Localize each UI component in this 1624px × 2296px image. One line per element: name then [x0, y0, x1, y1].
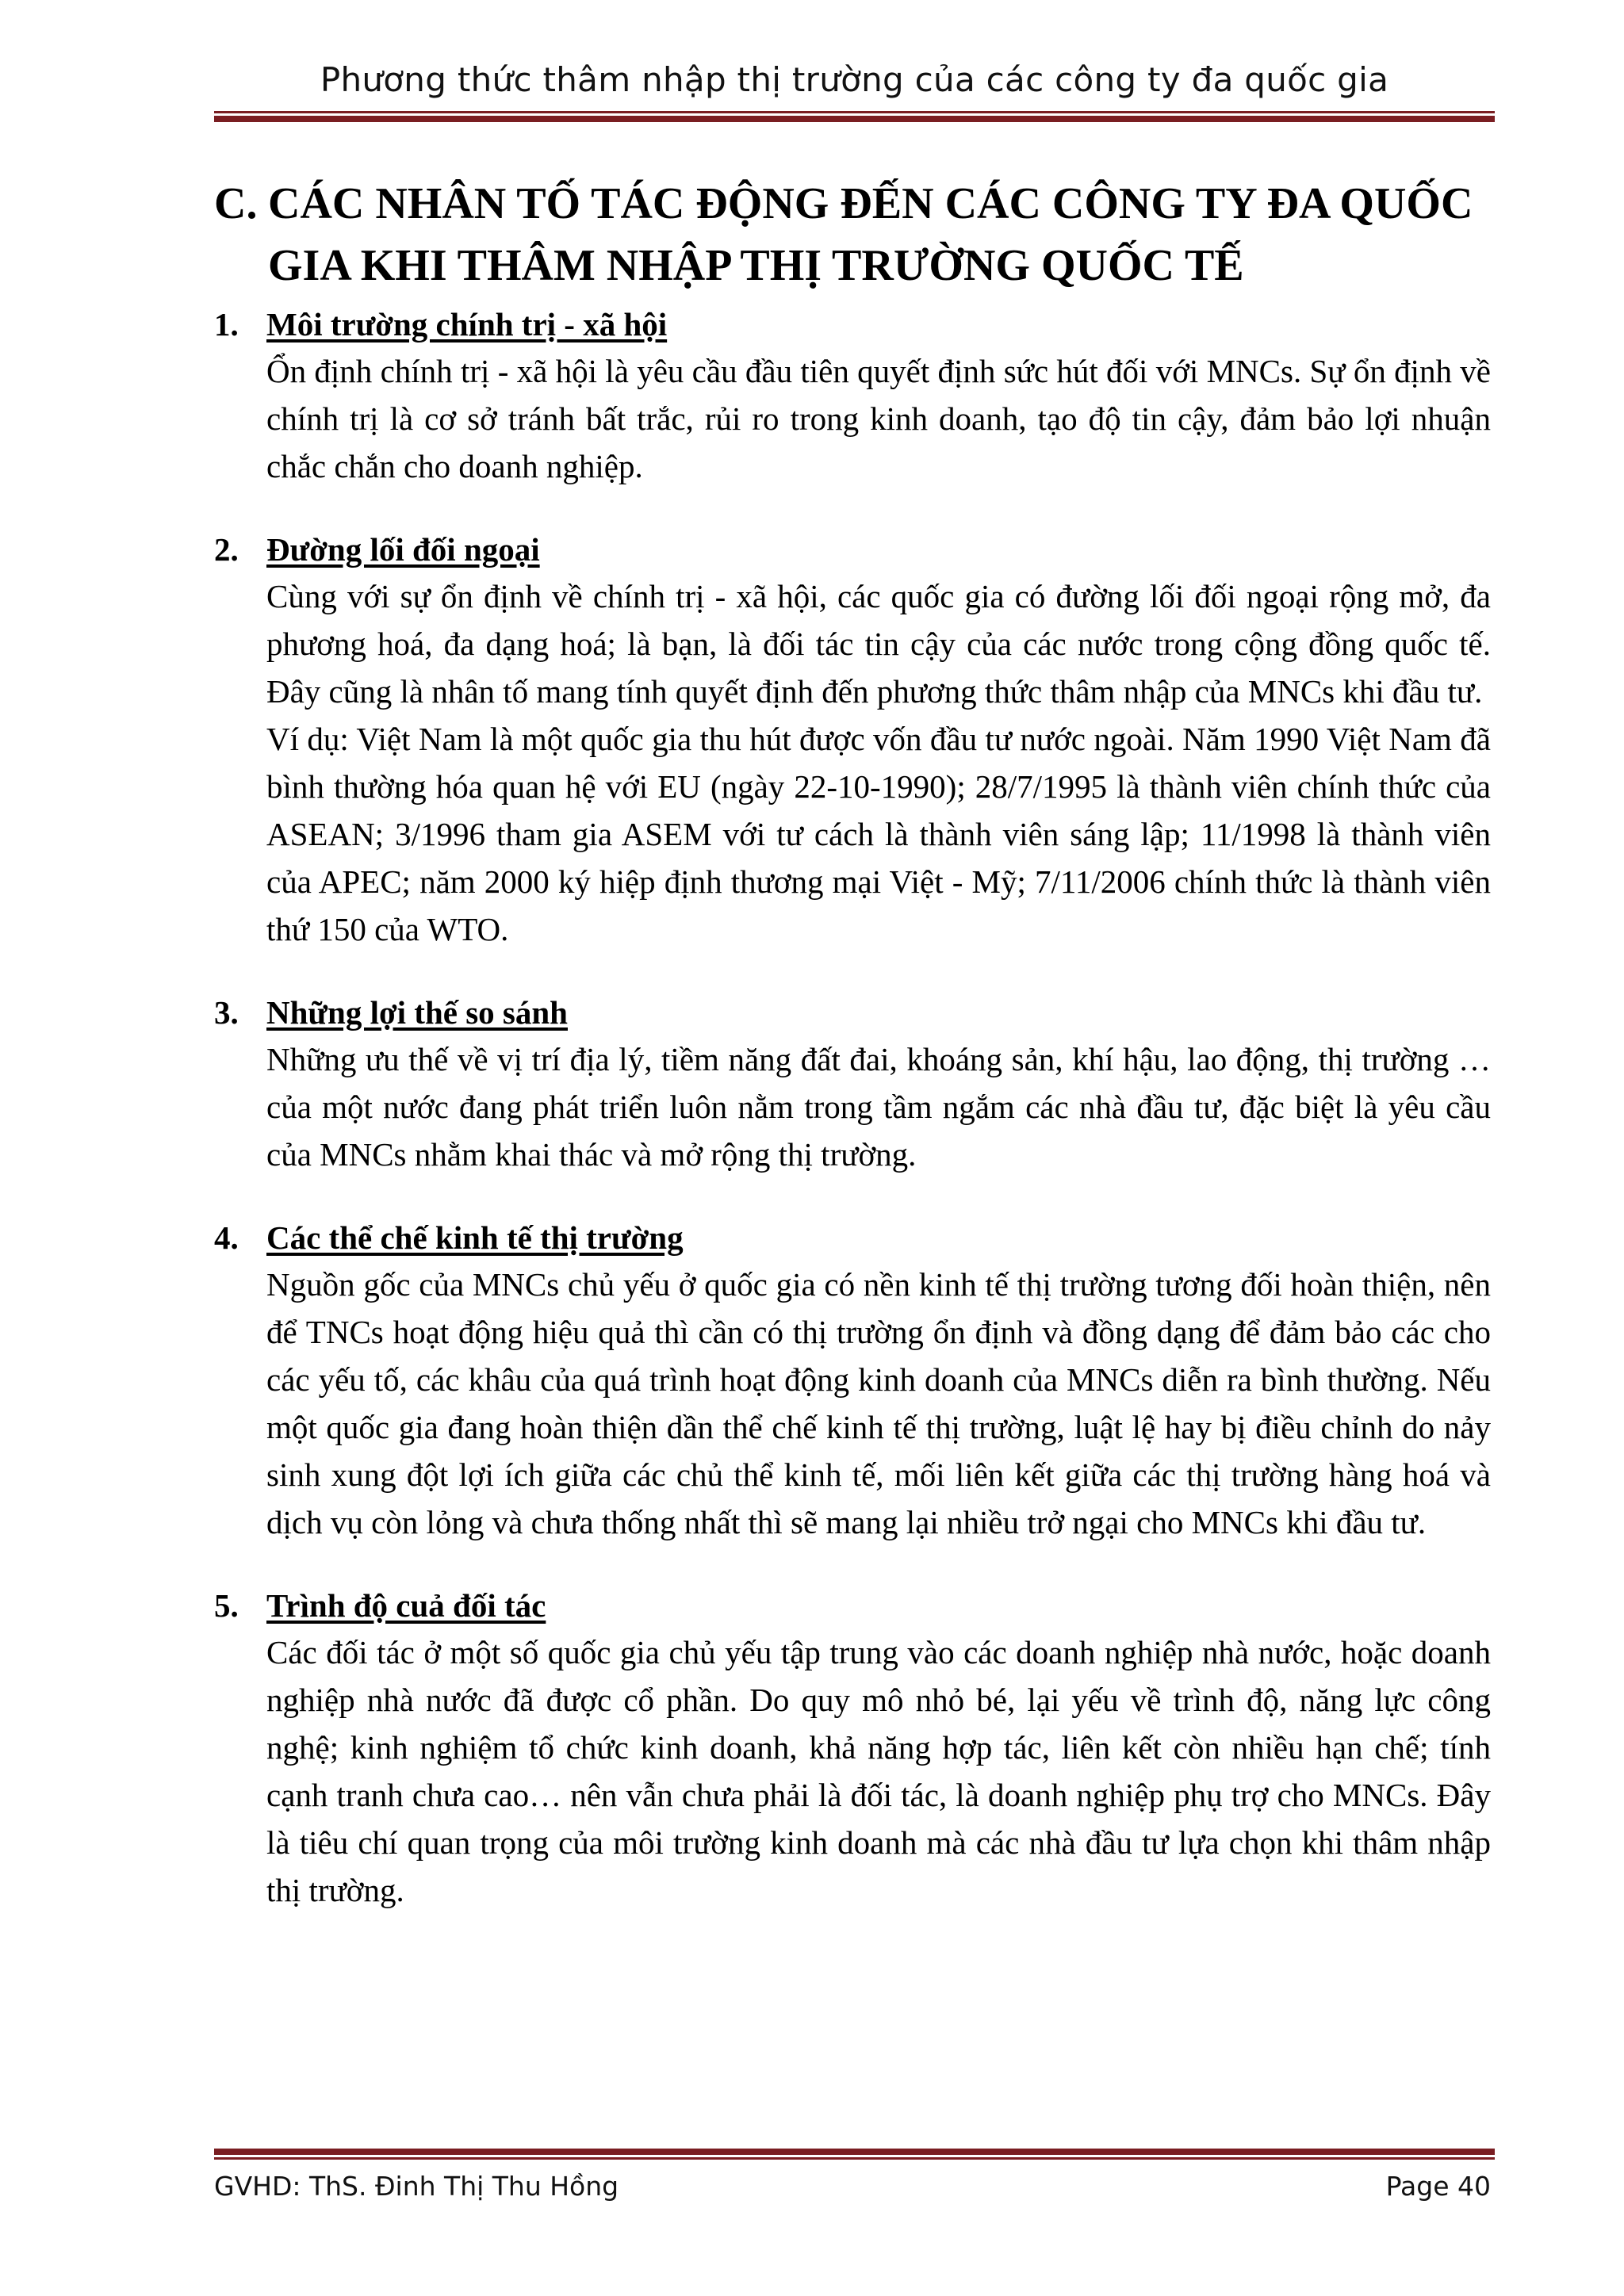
item-heading [214, 989, 1491, 1035]
item-paragraph: Ví dụ: Việt Nam là một quốc gia thu hút được vốn đầu tư nước ngoài. Năm 1990 Việt Nam đã bình thường hóa quan hệ với EU (ngày 22-10-1990); 28/7/1995 là thành viên chính thức của ASEAN; 3/1996 tham gia ASEM với tư cách là thành viên sáng lập; 11/1998 là thành viên của APEC; năm 2000 ký hiệp định thương mại Việt - Mỹ; 7/11/2006 chính thức là thành viên thứ 150 của WTO. [266, 721, 1491, 947]
item-title: Đường lối đối ngoại [266, 531, 540, 568]
item-paragraph: Ổn định chính trị - xã hội là yêu cầu đầu tiên quyết định sức hút đối với MNCs. Sự ổn định về chính trị là cơ sở tránh bất trắc, rủi ro trong kinh doanh, tạo độ tin cậy, đảm bảo lợi nhuận chắc chắn cho doanh nghiệp. [266, 353, 1491, 484]
item-heading [214, 526, 1491, 572]
header-rule-thin [214, 111, 1495, 113]
item-paragraph: Những ưu thế về vị trí địa lý, tiềm năng đất đai, khoáng sản, khí hậu, lao động, thị trường …của một nước đang phát triển luôn nằm trong tầm ngắm các nhà đầu tư, đặc biệt là yêu cầu của MNCs nhằm khai thác và mở rộng thị trường. [266, 1041, 1491, 1173]
section-heading [214, 173, 1491, 297]
running-header: Phương thức thâm nhập thị trường của các công ty đa quốc gia [320, 60, 1389, 99]
section-title: CÁC NHÂN TỐ TÁC ĐỘNG ĐẾN CÁC CÔNG TY ĐA QUỐC GIA KHI THÂM NHẬP THỊ TRƯỜNG QUỐC TẾ [268, 179, 1473, 290]
item-paragraph: Nguồn gốc của MNCs chủ yếu ở quốc gia có nền kinh tế thị trường tương đối hoàn thiện, nên để TNCs hoạt động hiệu quả thì cần có thị trường ổn định và đồng dạng để đảm bảo các cho các yếu tố, các khâu của quá trình hoạt động kinh doanh của MNCs diễn ra bình thường. Nếu một quốc gia đang hoàn thiện dần thể chế kinh tế thị trường, luật lệ hay bị điều chỉnh do nảy sinh xung đột lợi ích giữa các chủ thể kinh tế, mối liên kết giữa các thị trường hàng hoá và dịch vụ còn lỏng và chưa thống nhất thì sẽ mang lại nhiều trở ngại cho MNCs khi đầu tư. [266, 1266, 1491, 1540]
list-item-5 [214, 1582, 1491, 1914]
item-number: 4. [214, 1219, 239, 1256]
spacer [214, 1546, 1491, 1582]
item-title: Trình độ cuả đối tác [266, 1587, 546, 1624]
item-title: Môi trường chính trị - xã hội [266, 306, 668, 342]
item-title: Những lợi thế so sánh [266, 994, 568, 1031]
list-item-2 [214, 526, 1491, 953]
item-heading [214, 301, 1491, 347]
list-item-3 [214, 989, 1491, 1178]
section-letter: C. [214, 179, 258, 228]
list-item-1 [214, 301, 1491, 490]
item-number: 1. [214, 306, 239, 342]
item-number: 3. [214, 994, 239, 1031]
item-title: Các thể chế kinh tế thị trường [266, 1219, 684, 1256]
item-paragraph: Các đối tác ở một số quốc gia chủ yếu tập trung vào các doanh nghiệp nhà nước, hoặc doanh nghiệp nhà nước đã được cổ phần. Do quy mô nhỏ bé, lại yếu về trình độ, năng lực công nghệ; kinh nghiệm tổ chức kinh doanh, khả năng hợp tác, liên kết còn nhiều hạn chế; tính cạnh tranh chưa cao… nên vẫn chưa phải là đối tác, là doanh nghiệp phụ trợ cho MNCs. Đây là tiêu chí quan trọng của môi trường kinh doanh mà các nhà đầu tư lựa chọn khi thâm nhập thị trường. [266, 1634, 1491, 1908]
footer-rule-thin [214, 2157, 1495, 2160]
spacer [214, 1178, 1491, 1215]
page-number: Page 40 [1385, 2171, 1491, 2202]
item-number: 5. [214, 1587, 239, 1624]
spacer [214, 953, 1491, 989]
main-content [214, 173, 1491, 1914]
footer-rule-thick [214, 2149, 1495, 2155]
header-rule-thick [214, 116, 1495, 122]
spacer [214, 490, 1491, 526]
list-item-4 [214, 1215, 1491, 1546]
item-heading [214, 1582, 1491, 1628]
item-number: 2. [214, 531, 239, 568]
footer-advisor: GVHD: ThS. Đinh Thị Thu Hồng [214, 2171, 619, 2202]
item-paragraph: Cùng với sự ổn định về chính trị - xã hội, các quốc gia có đường lối đối ngoại rộng mở, đa phương hoá, đa dạng hoá; là bạn, là đối tác tin cậy của các nước trong cộng đồng quốc tế. Đây cũng là nhân tố mang tính quyết định đến phương thức thâm nhập của MNCs khi đầu tư. [266, 578, 1491, 710]
item-heading [214, 1215, 1491, 1261]
